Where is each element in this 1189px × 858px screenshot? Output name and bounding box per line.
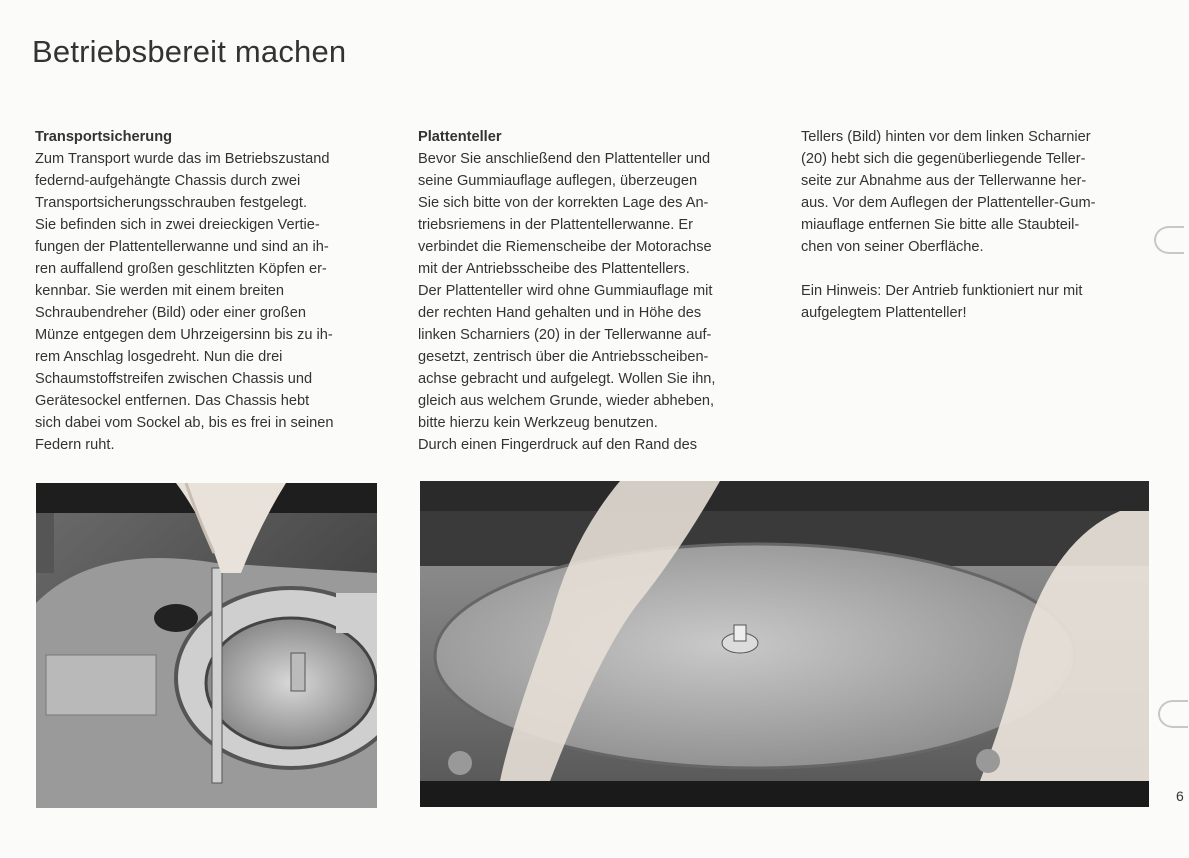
page-number: 6 (1176, 788, 1184, 804)
section-heading: Plattenteller (418, 129, 502, 145)
binder-clip-bottom (1158, 700, 1188, 728)
note-text: Ein Hinweis: Der Antrieb funktioniert nur mit aufgelegtem Plattenteller! (801, 283, 1083, 321)
photo-placing-platter (420, 481, 1149, 807)
page-title: Betriebsbereit machen (32, 34, 347, 69)
photo-transport-screw (36, 483, 377, 808)
continuation-text: Tellers (Bild) hinten vor dem linken Scharnier (20) hebt sich die gegenüberliegende Teller- seite zur Abnahme aus der Tellerwanne her- aus. Vor dem Auflegen der Plattenteller-Gum- miauflage entfernen Sie bitte alle Staubteil- chen von seiner Oberfläche. (801, 129, 1096, 255)
column-transportsicherung (35, 126, 385, 456)
column-plattenteller (418, 126, 768, 456)
column-continuation (801, 126, 1151, 324)
section-text: Bevor Sie anschließend den Plattenteller und seine Gummiauflage auflegen, überzeugen Sie sich bitte von der korrekten Lage des An- triebsriemens in der Plattentellerwanne. Er verbindet die Riemenscheibe der Motorachse mit der Antriebsscheibe des Plattentellers. Der Plattenteller wird ohne Gummiauflage mit der rechten Hand gehalten und in Höhe des linken Scharniers (20) in der Tellerwanne auf- gesetzt, zentrisch über die Antriebsscheiben- achse gebracht und aufgelegt. Wollen Sie ihn, gleich aus welchem Grunde, wieder abheben, bitte hierzu kein Werkzeug benutzen. Durch einen Fingerdruck auf den Rand des (418, 151, 716, 453)
section-heading: Transportsicherung (35, 129, 173, 145)
section-text: Zum Transport wurde das im Betriebszustand federnd-aufgehängte Chassis durch zwei Transportsicherungsschrauben festgelegt. Sie befinden sich in zwei dreieckigen Vertie- fungen der Plattentellerwanne und sind an ih- ren auffallend großen geschlitzten Köpfen er- kennbar. Sie werden mit einem breiten Schraubendreher (Bild) oder einer großen Münze entgegen dem Uhrzeigersinn bis zu ih- rem Anschlag losgedreht. Nun die drei Schaumstoffstreifen zwischen Chassis und Gerätesockel entfernen. Das Chassis hebt sich dabei vom Sockel ab, bis es frei in seinen Federn ruht. (35, 151, 334, 453)
binder-clip-top (1154, 226, 1184, 254)
